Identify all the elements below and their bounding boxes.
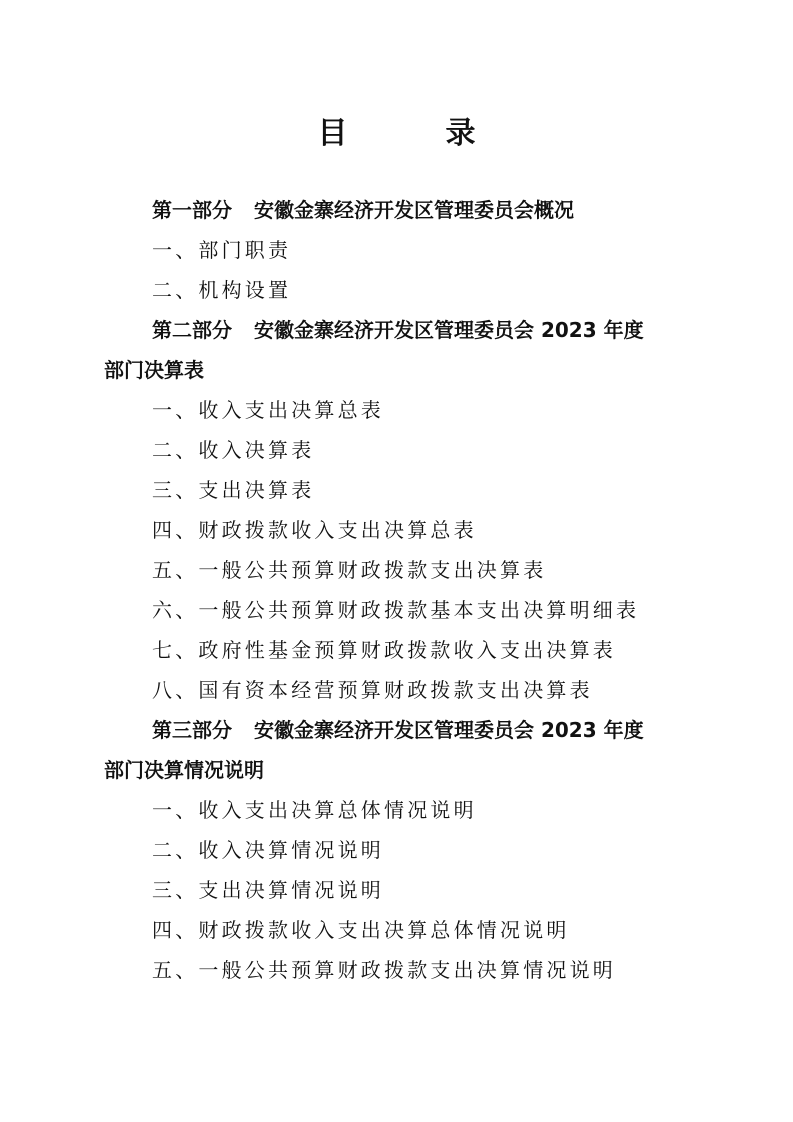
toc-part-2-title: 安徽金寨经济开发区管理委员会 2023 年度	[254, 318, 644, 342]
toc-item[interactable]: 六、一般公共预算财政拨款基本支出决算明细表	[152, 598, 640, 622]
toc-item[interactable]: 七、政府性基金预算财政拨款收入支出决算表	[152, 638, 616, 662]
toc-item[interactable]: 二、收入决算情况说明	[152, 838, 384, 862]
toc-part-1-label: 第一部分	[152, 198, 232, 222]
toc-item[interactable]: 三、支出决算表	[152, 478, 315, 502]
toc-item[interactable]: 四、财政拨款收入支出决算总表	[152, 518, 477, 542]
toc-item[interactable]: 八、国有资本经营预算财政拨款支出决算表	[152, 678, 593, 702]
toc-item[interactable]: 一、收入支出决算总表	[152, 398, 384, 422]
toc-item[interactable]: 一、部门职责	[152, 238, 292, 262]
toc-part-3-title: 安徽金寨经济开发区管理委员会 2023 年度	[254, 718, 644, 742]
toc-item[interactable]: 五、一般公共预算财政拨款支出决算情况说明	[152, 958, 616, 982]
toc-item[interactable]: 二、机构设置	[152, 278, 292, 302]
toc-item[interactable]: 二、收入决算表	[152, 438, 315, 462]
toc-item[interactable]: 一、收入支出决算总体情况说明	[152, 798, 477, 822]
toc-part-3[interactable]	[104, 710, 704, 750]
toc-part-1-title: 安徽金寨经济开发区管理委员会概况	[254, 198, 574, 222]
table-of-contents	[104, 190, 704, 990]
toc-part-1[interactable]	[104, 190, 704, 230]
toc-item[interactable]: 四、财政拨款收入支出决算总体情况说明	[152, 918, 570, 942]
toc-item[interactable]: 三、支出决算情况说明	[152, 878, 384, 902]
toc-part-3-title-cont[interactable]: 部门决算情况说明	[104, 758, 264, 782]
toc-part-3-label: 第三部分	[152, 718, 232, 742]
page-title: 目 录	[317, 116, 510, 151]
toc-part-2-label: 第二部分	[152, 318, 232, 342]
toc-part-2-title-cont[interactable]: 部门决算表	[104, 358, 204, 382]
toc-item[interactable]: 五、一般公共预算财政拨款支出决算表	[152, 558, 547, 582]
toc-part-2[interactable]	[104, 310, 704, 350]
